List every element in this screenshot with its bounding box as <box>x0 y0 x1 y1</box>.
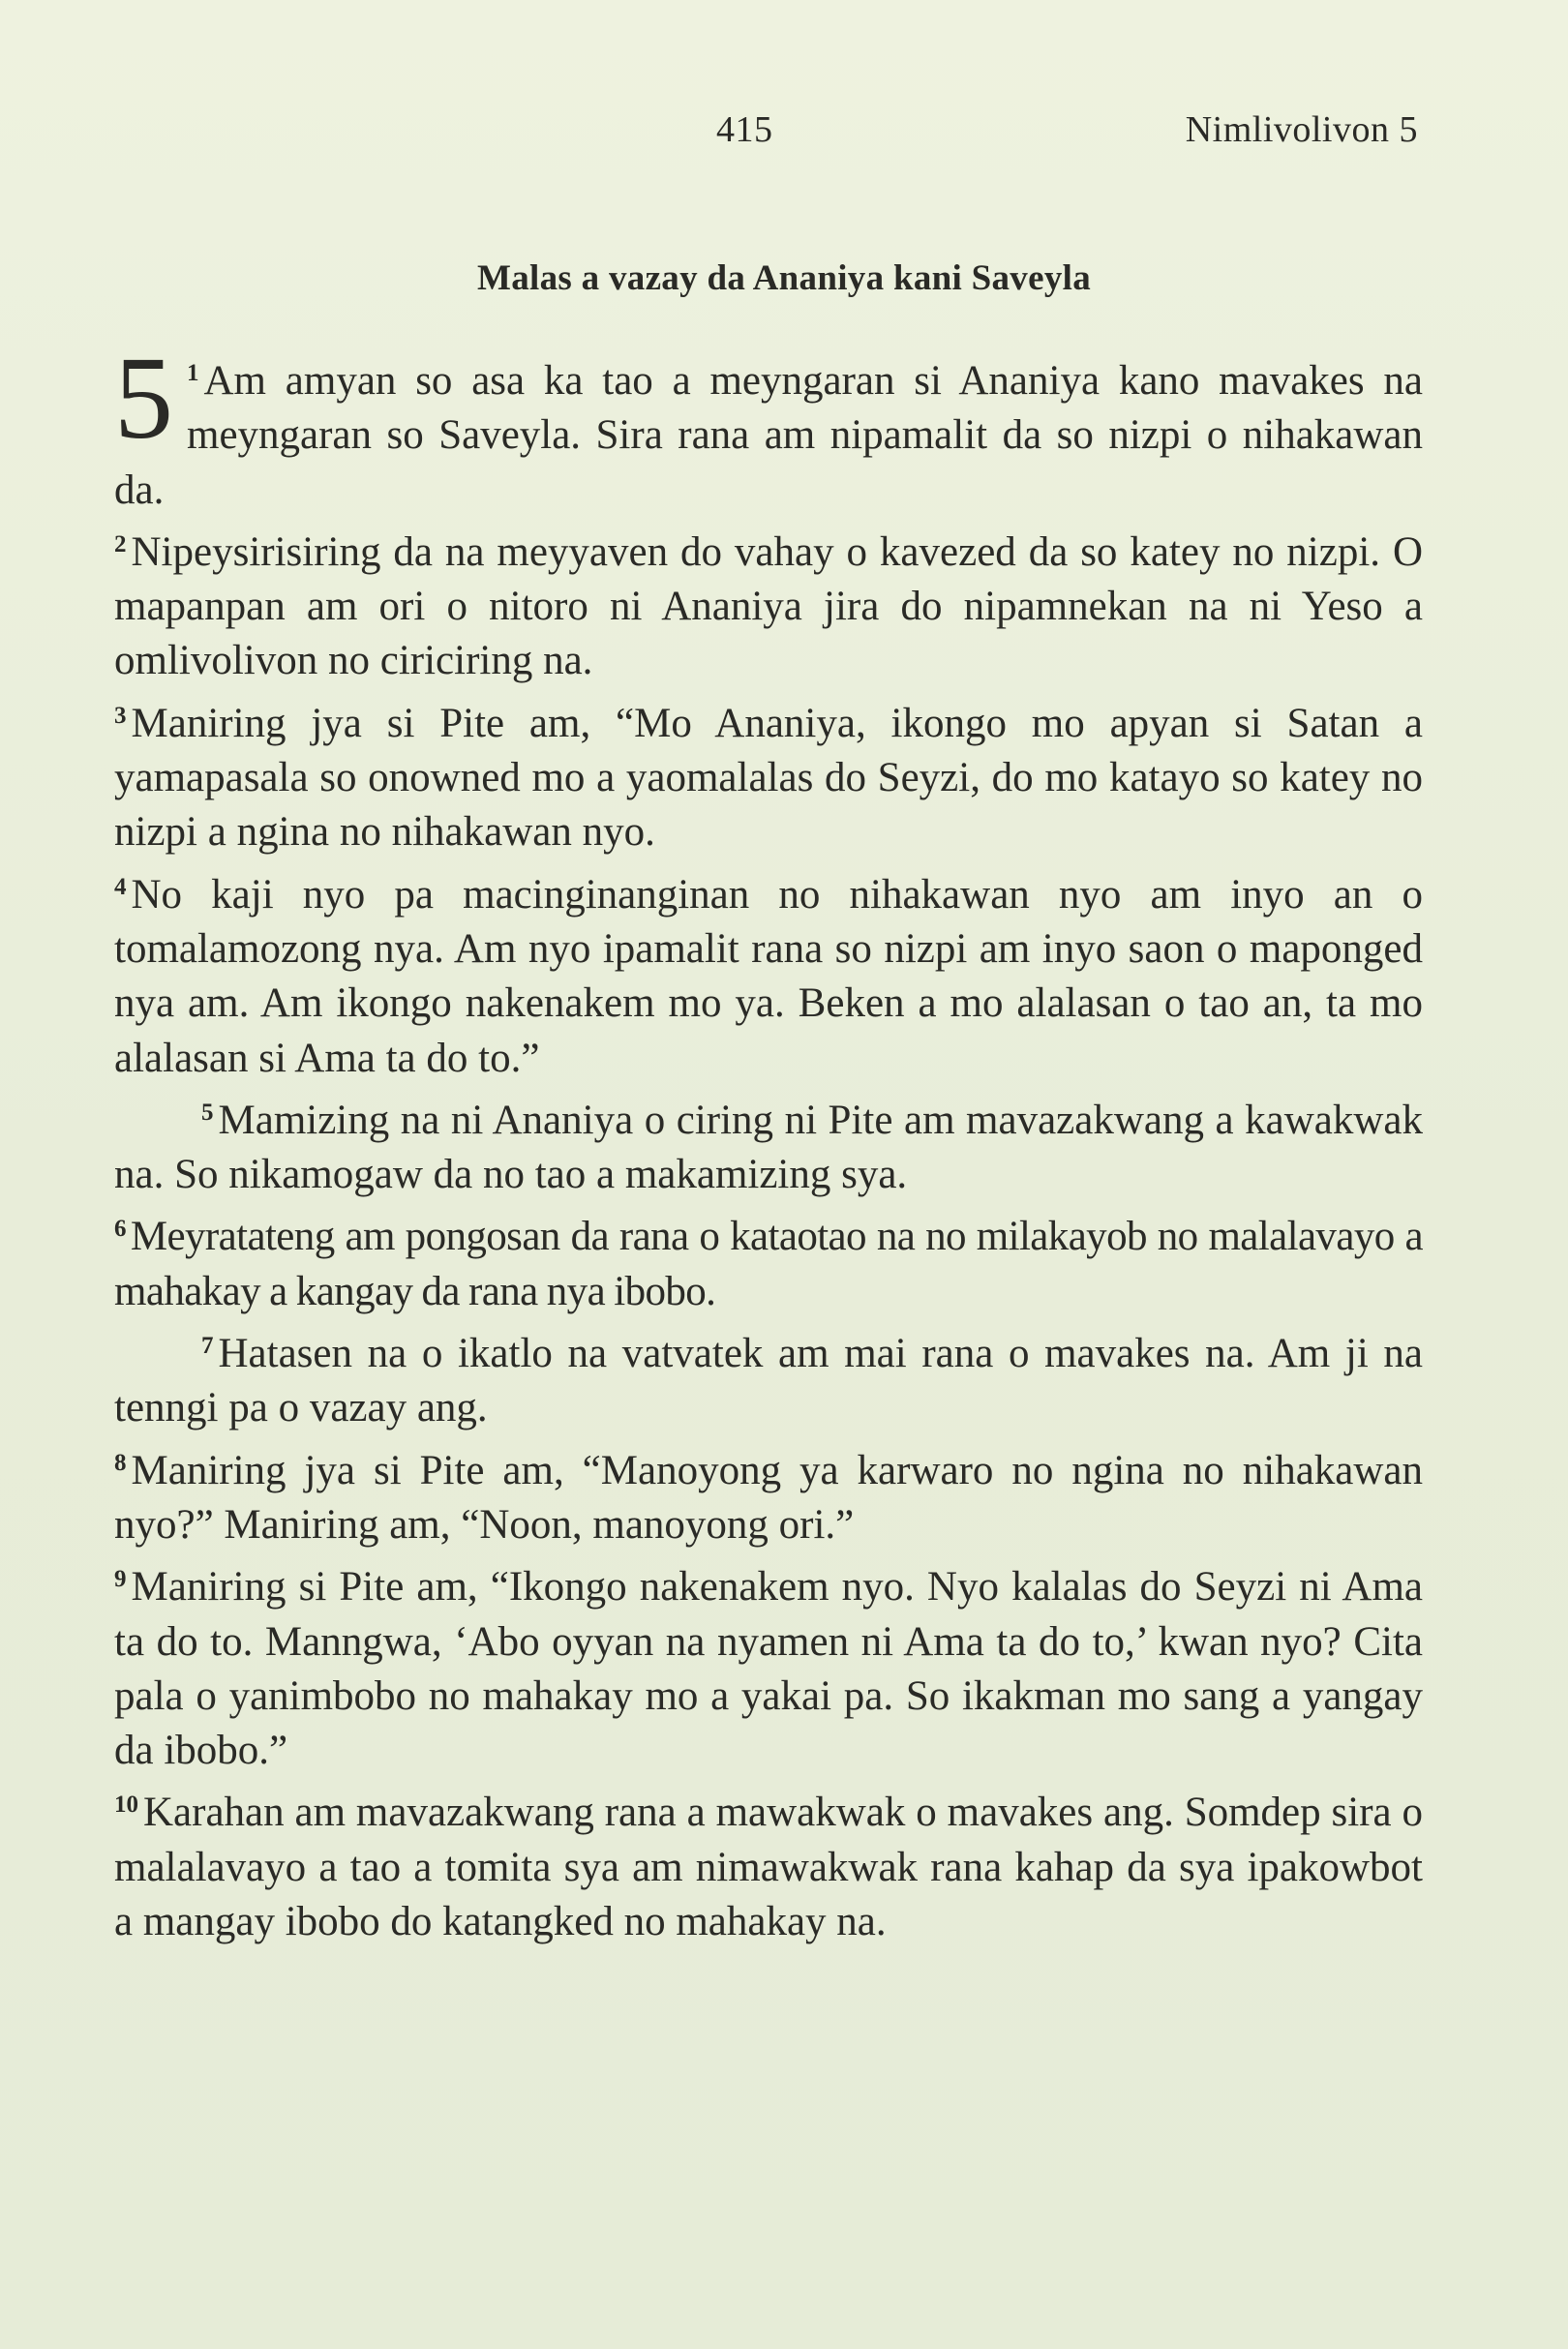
verse-6 <box>114 1202 1423 1319</box>
verse-number: 1 <box>187 360 199 386</box>
verse-number: 4 <box>114 873 127 900</box>
page-header <box>0 108 1568 166</box>
verse-text: Hatasen na o ikatlo na vatvatek am mai rana o mavakes na. Am ji na tenngi pa o vazay ang. <box>114 1331 1423 1431</box>
verse-number: 2 <box>114 530 127 557</box>
verse-number: 3 <box>114 702 127 729</box>
section-heading: Malas a vazay da Ananiya kani Saveyla <box>476 258 1092 298</box>
verse-text: Am amyan so asa ka tao a meyngaran si Ananiya kano mavakes na meyngaran so Saveyla. Sira rana am nipamalit da so nizpi o nihakawan da. <box>114 358 1423 513</box>
verse-2 <box>114 518 1423 689</box>
page-number: 415 <box>716 109 773 150</box>
verse-5 <box>114 1086 1423 1203</box>
verse-text: Karahan am mavazakwang rana a mawakwak o mavakes ang. Somdep sira o malalavayo a tao a tomita sya am nimawakwak rana kahap da sya ipakowbot a mangay ibobo do katangked no mahakay na. <box>114 1790 1423 1945</box>
verse-8 <box>114 1436 1423 1553</box>
verse-1 <box>114 333 1423 518</box>
verse-number: 5 <box>201 1099 214 1126</box>
verse-9 <box>114 1552 1423 1778</box>
verse-number: 10 <box>114 1792 138 1819</box>
verse-text: No kaji nyo pa macinginanginan no nihakawan nyo am inyo an o tomalamozong nya. Am nyo ipamalit rana so nizpi am inyo saon o maponged nya am. Am ikongo nakenakem mo ya. Beken a mo alalasan o tao an, ta mo alalasan si Ama ta do to.” <box>114 871 1423 1081</box>
verse-text: Mamizing na ni Ananiya o ciring ni Pite am mavazakwang a kawakwak na. So nikamogaw da no tao a makamizing sya. <box>114 1097 1423 1198</box>
verse-text: Maniring jya si Pite am, “Manoyong ya karwaro no ngina no nihakawan nyo?” Maniring am, “Noon, manoyong ori.” <box>114 1447 1423 1548</box>
verse-number: 7 <box>201 1333 214 1360</box>
verse-10 <box>114 1778 1423 1949</box>
chapter-number: 5 <box>114 333 173 464</box>
verse-number: 6 <box>114 1216 126 1243</box>
verse-text: Maniring si Pite am, “Ikongo nakenakem nyo. Nyo kalalas do Seyzi ni Ama ta do to. Manngwa, ‘Abo oyyan na nyamen ni Ama ta do to,’ kwan nyo? Cita pala o yanimbobo no mahakay mo a yakai pa. So ikakman mo sang a yangay da ibobo.” <box>114 1564 1423 1774</box>
running-head: Nimlivolivon 5 <box>1185 109 1418 150</box>
verse-3 <box>114 689 1423 860</box>
verse-4 <box>114 860 1423 1086</box>
chapter-text <box>114 333 1423 1949</box>
verse-number: 9 <box>114 1566 127 1593</box>
verse-text: Maniring jya si Pite am, “Mo Ananiya, ikongo mo apyan si Satan a yamapasala so onowned mo a yaomalalas do Seyzi, do mo katayo so katey no nizpi a ngina no nihakawan nyo. <box>114 700 1423 856</box>
verse-number: 8 <box>114 1449 127 1476</box>
verse-text: Nipeysirisiring da na meyyaven do vahay o kavezed da so katey no nizpi. O mapanpan am ori o nitoro ni Ananiya jira do nipamnekan na ni Yeso a omlivolivon no ciriciring na. <box>114 528 1423 684</box>
verse-text: Meyratateng am pongosan da rana o kataotao na no milakayob no malalavayo a mahakay a kangay da rana nya ibobo. <box>114 1214 1423 1314</box>
verse-7 <box>114 1319 1423 1436</box>
